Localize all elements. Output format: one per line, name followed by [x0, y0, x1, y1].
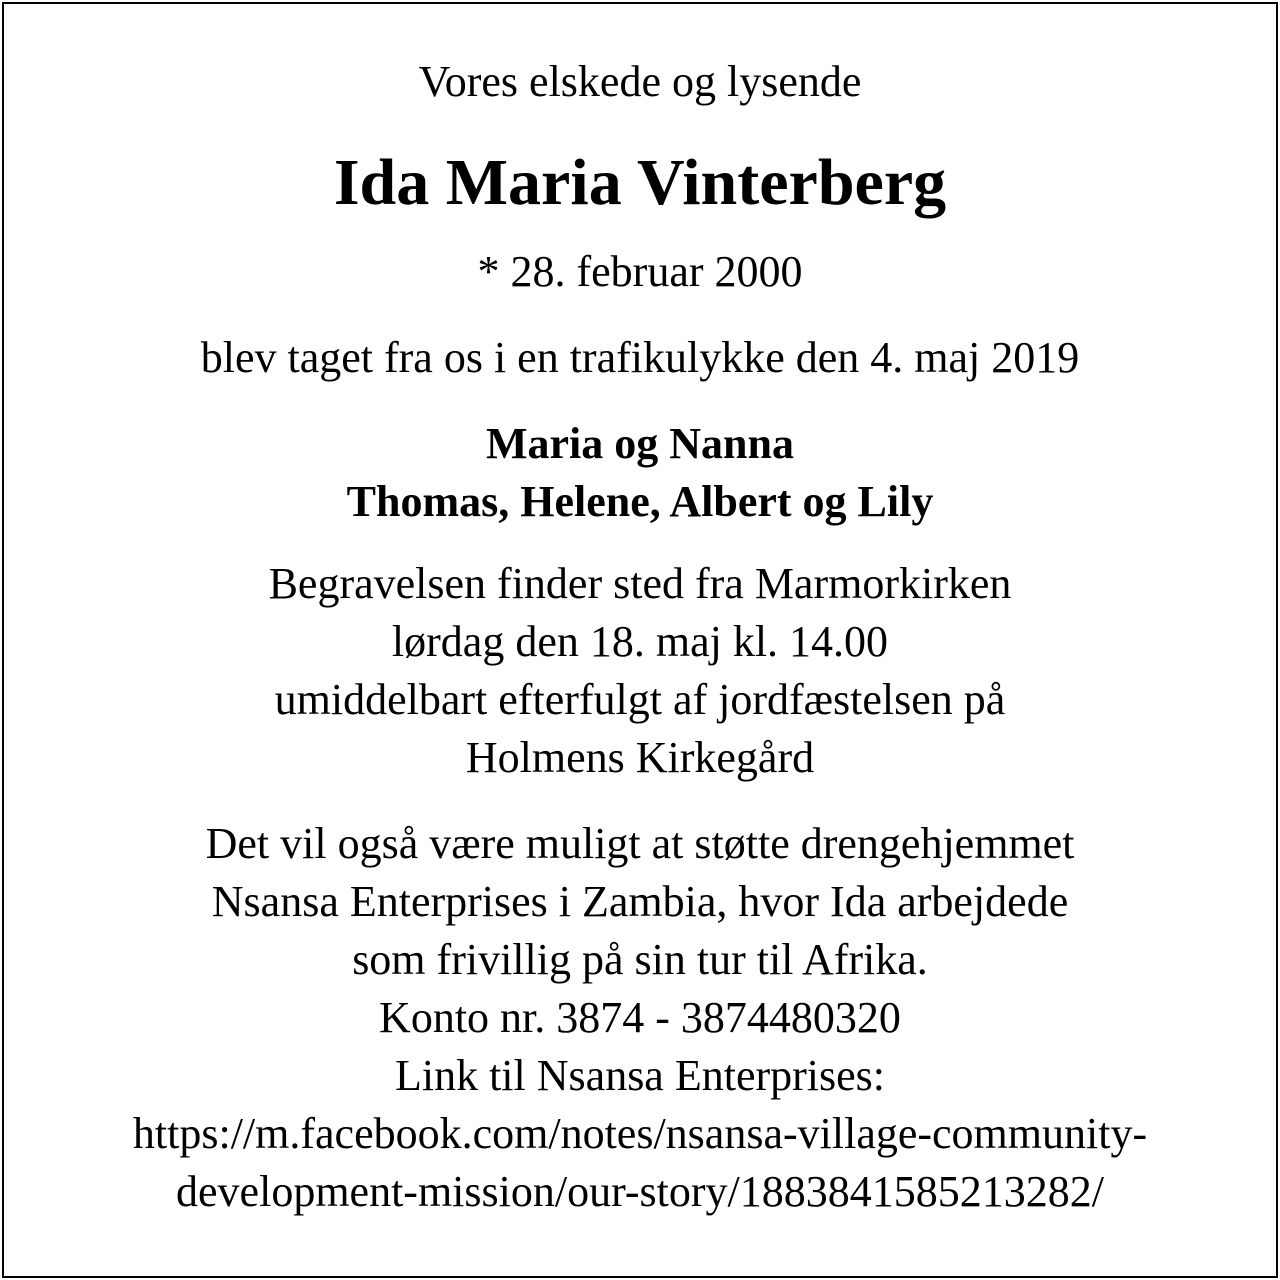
donation-line: Nsansa Enterprises i Zambia, hvor Ida arbejdede [211, 877, 1069, 926]
family-line: Maria og Nanna [486, 419, 794, 468]
donation-line: Link til Nsansa Enterprises: [394, 1051, 885, 1100]
donation-link: https://m.facebook.com/notes/nsansa-village-community- [132, 1109, 1148, 1158]
donation-line: Det vil også være muligt at støtte drengehjemmet [205, 819, 1075, 868]
family-line: Thomas, Helene, Albert og Lily [346, 477, 934, 526]
account-number: Konto nr. 3874 - 3874480320 [379, 993, 901, 1042]
death-statement: blev taget fra os i en trafikulykke den 4. maj 2019 [200, 333, 1080, 382]
funeral-line: umiddelbart efterfulgt af jordfæstelsen på [274, 675, 1006, 724]
donation-line: som frivillig på sin tur til Afrika. [352, 935, 928, 984]
funeral-line: lørdag den 18. maj kl. 14.00 [391, 617, 889, 666]
donation-link: development-mission/our-story/1883841585213282/ [176, 1167, 1104, 1216]
funeral-line: Begravelsen finder sted fra Marmorkirken [268, 559, 1012, 608]
birth-date: * 28. februar 2000 [477, 247, 803, 296]
deceased-name: Ida Maria Vinterberg [333, 146, 947, 219]
funeral-line: Holmens Kirkegård [465, 733, 815, 782]
intro-text: Vores elskede og lysende [418, 57, 862, 106]
